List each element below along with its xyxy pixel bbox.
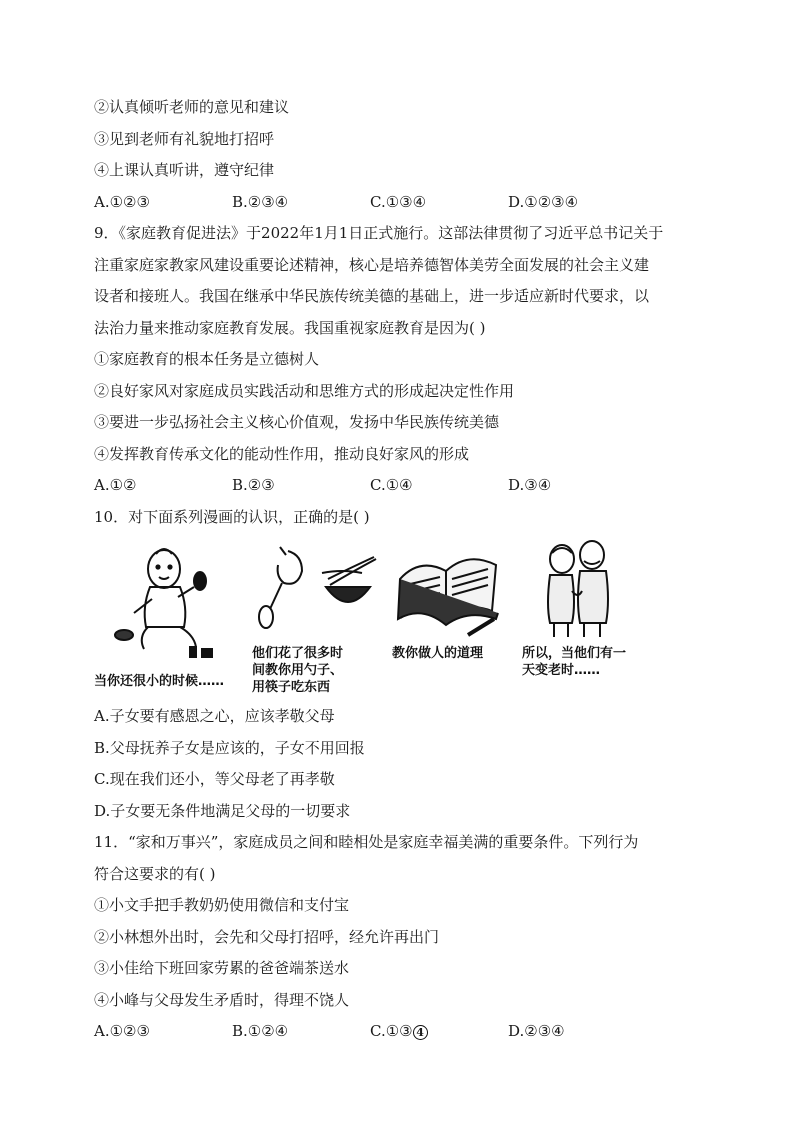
q8-option-b: B.②③④ <box>232 192 289 211</box>
comic-panel-baby <box>94 539 244 689</box>
q11-option-c-text: C.①③ <box>370 1022 413 1040</box>
q8-options <box>94 187 714 219</box>
q9-stem-line: 法治力量来推动家庭教育发展。我国重视家庭教育是因为( ) <box>94 318 486 337</box>
baby-illustration <box>94 539 244 659</box>
q11-item: ④小峰与父母发生矛盾时，得理不饶人 <box>94 990 350 1009</box>
q9-item: ②良好家风对家庭成员实践活动和思维方式的形成起决定性作用 <box>94 381 515 400</box>
q9-options <box>94 470 714 502</box>
q11-option-b: B.①②④ <box>232 1022 289 1040</box>
comic-panel-book <box>392 539 504 661</box>
q9-option-a: A.①② <box>94 476 137 494</box>
q8-item: ②认真倾听老师的意见和建议 <box>94 98 290 116</box>
q9-item: ④发挥教育传承文化的能动性作用，推动良好家风的形成 <box>94 444 470 463</box>
q9-stem-line: 注重家庭家教家风建设重要论述精神，核心是培养德智体美劳全面发展的社会主义建 <box>94 255 650 274</box>
q9-option-b: B.②③ <box>232 476 275 494</box>
book-illustration <box>394 539 504 649</box>
caption-panel2-line2: 间教你用勺子、 <box>252 663 344 678</box>
q11-item: ①小文手把手教奶奶使用微信和支付宝 <box>94 896 350 914</box>
comic-strip <box>94 539 714 701</box>
q11-options <box>94 1016 714 1048</box>
q10-option-c: C.现在我们还小，等父母老了再孝敬 <box>94 770 335 788</box>
q8-option-c: C.①③④ <box>370 192 427 211</box>
q10-option-a: A.子女要有感恩之心，应该孝敬父母 <box>94 707 335 725</box>
q9-stem-line: 设者和接班人。我国在继承中华民族传统美德的基础上，进一步适应新时代要求，以 <box>94 287 650 305</box>
q10-option-d: D.子女要无条件地满足父母的一切要求 <box>94 801 351 820</box>
exam-page <box>94 92 714 1048</box>
q9-option-c: C.①④ <box>370 476 413 494</box>
q9-item: ①家庭教育的根本任务是立德树人 <box>94 350 320 368</box>
q9-item: ③要进一步弘扬社会主义核心价值观，发扬中华民族传统美德 <box>94 413 500 431</box>
q11-option-a: A.①②③ <box>94 1022 150 1040</box>
q11-option-c <box>370 1016 508 1048</box>
caption-panel3: 教你做人的道理 <box>392 646 484 661</box>
q8-option-a: A.①②③ <box>94 192 150 211</box>
q8-item: ④上课认真听讲，遵守纪律 <box>94 161 275 179</box>
spoon-chopsticks-illustration <box>252 539 382 639</box>
q11-stem-line: 11．“家和万事兴”，家庭成员之间和睦相处是家庭幸福美满的重要条件。下列行为 <box>94 833 639 851</box>
caption-panel4-line1: 所以，当他们有一 <box>522 646 627 661</box>
comic-panel-spoon-chopsticks <box>252 539 382 695</box>
q9-stem-line: 9．《家庭教育促进法》于2022年1月1日正式施行。这部法律贯彻了习近平总书记关于 <box>94 224 664 242</box>
q9-option-d: D.③④ <box>508 476 552 494</box>
caption-panel2-line3: 用筷子吃东西 <box>252 680 331 695</box>
q11-item: ②小林想外出时，会先和父母打招呼，经允许再出门 <box>94 927 440 946</box>
q8-option-d: D.①②③④ <box>508 192 579 211</box>
elderly-parents-illustration <box>518 539 648 639</box>
q8-item: ③见到老师有礼貌地打招呼 <box>94 129 275 148</box>
caption-panel1: 当你还很小的时候…… <box>94 674 225 689</box>
q10-stem: 10．对下面系列漫画的认识，正确的是( ) <box>94 507 370 526</box>
q11-item: ③小佳给下班回家劳累的爸爸端茶送水 <box>94 959 350 977</box>
q11-option-c-emph: 4 <box>413 1025 428 1040</box>
q11-stem-line: 符合这要求的有( ) <box>94 864 216 883</box>
caption-panel4-line2: 天变老时…… <box>522 663 601 678</box>
caption-panel2-line1: 他们花了很多时 <box>252 646 344 661</box>
comic-panel-elderly <box>518 539 648 678</box>
q10-option-b: B.父母抚养子女是应该的，子女不用回报 <box>94 738 365 757</box>
q11-option-d: D.②③④ <box>508 1022 565 1040</box>
